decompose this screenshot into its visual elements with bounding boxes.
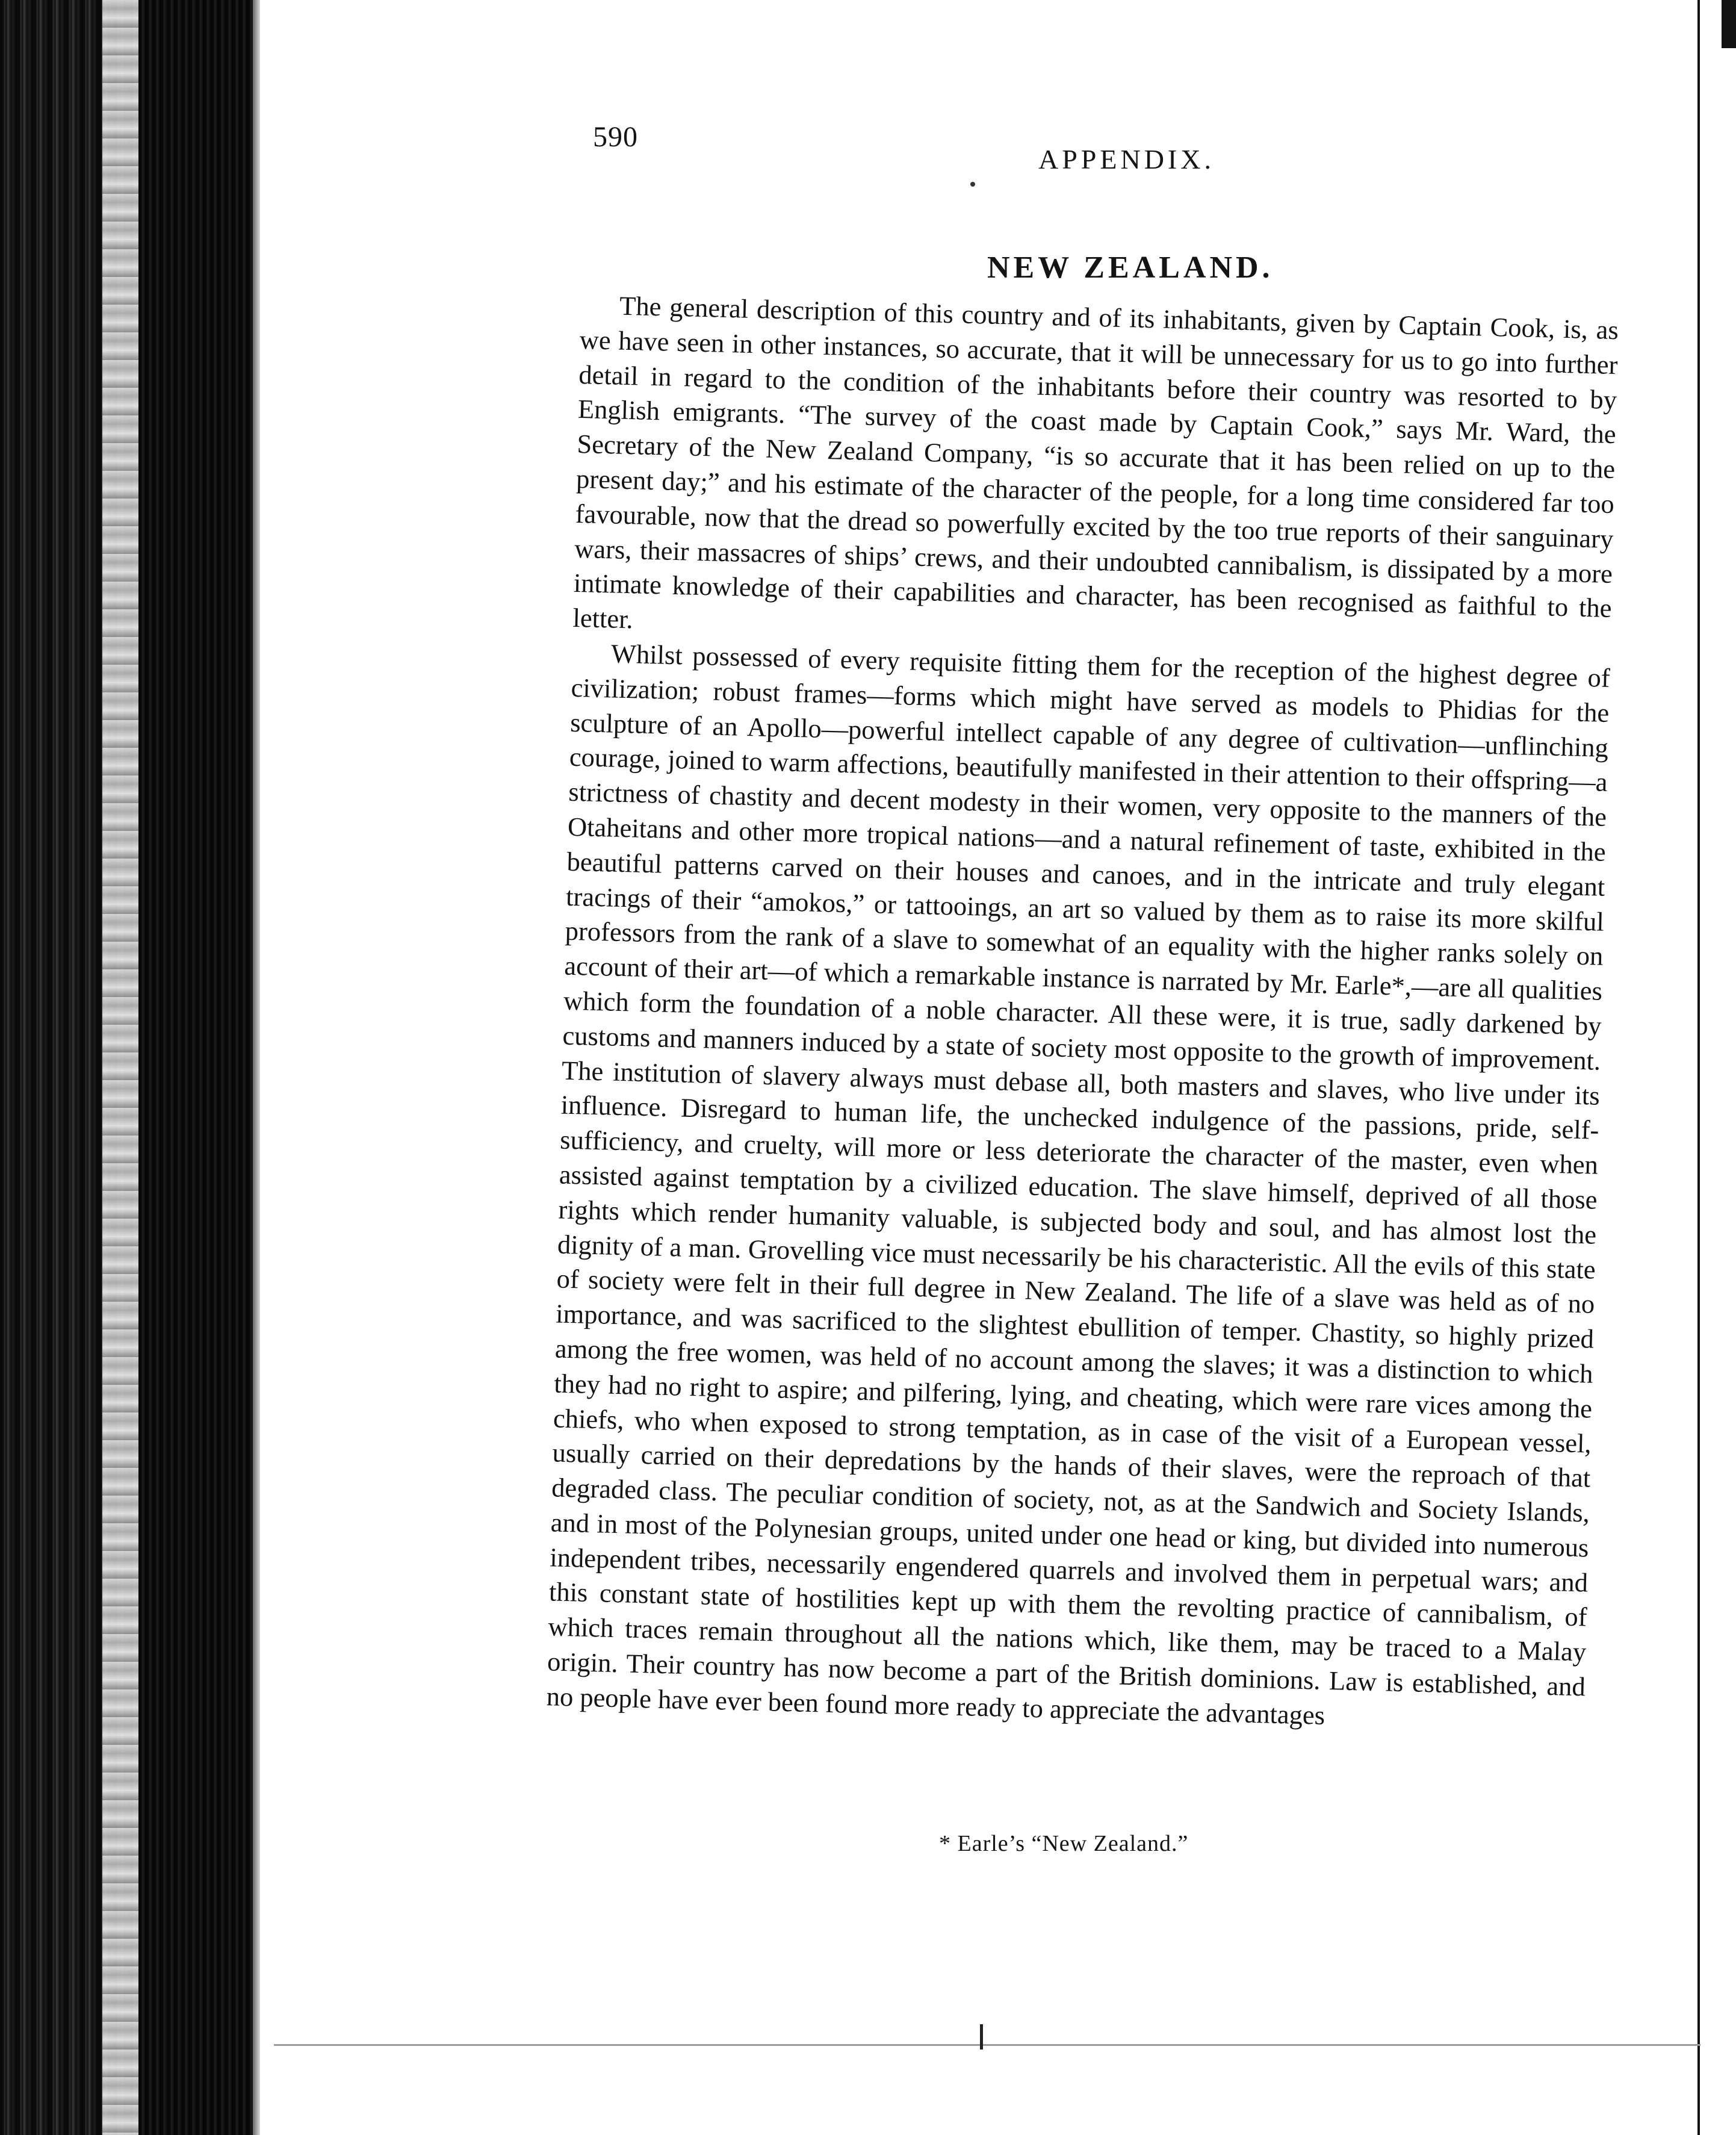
paragraph-1: The general description of this country and of its inhabitants, given by Captain Cook, is, as we have seen in other instances, so accurate, that it will be unnecessary for us to go into further detail in regard to the condition of the inhabitants before their country was resorted to by English emigrants. “The survey of the coast made by Captain Cook,” says Mr. Ward, the Secretary of the New Zealand Company, “is so accurate that it has been relied on up to the present day;” and his estimate of the character of the people, for a long time considered far too favourable, now that the dread so powerfully excited by the too true reports of their sanguinary wars, their massacres of ships’ crews, and their undoubted cannibalism, is dissipated by a more intimate knowledge of their capabilities and character, has been recognised as faithful to the letter.: [572, 290, 1619, 635]
page-number: 590: [593, 121, 638, 153]
printer-dot: [970, 182, 975, 187]
right-page-edge: [1697, 0, 1700, 2135]
section-title: NEW ZEALAND.: [987, 250, 1274, 285]
spine-page-edges: [102, 0, 138, 2135]
body-text: [546, 288, 1619, 1739]
page-gutter-edge: [253, 0, 260, 2135]
spine-shadow: [138, 0, 253, 2135]
paragraph-2: Whilst possessed of every requisite fitting them for the reception of the highest degree of civilization; robust frames—forms which might have served as models to Phidias for the sculpture of an Apollo—powerful intellect capable of any degree of cultivation—unflinching courage, joined to warm affections, beautifully manifested in their attention to their offspring—a strictness of chastity and decent modesty in their women, very opposite to the manners of the Otaheitans and other more tropical nations—and a natural refinement of taste, exhibited in the beautiful patterns carved on their houses and canoes, and in the intricate and truly elegant tracings of their “amokos,” or tattooings, an art so valued by them as to raise its more skilful professors from the rank of a slave to somewhat of an equality with the higher ranks solely on account of their art—of which a remarkable instance is narrated by Mr. Earle*,—are all qualities which form the foundation of a noble character. All these were, it is true, sadly darkened by customs and manners induced by a state of society most opposite to the growth of improvement. The institution of slavery always must debase all, both masters and slaves, who live under its influence. Disregard to human life, the unchecked indulgence of the passions, pride, self-sufficiency, and cruelty, will more or less deteriorate the character of the master, even when assisted against temptation by a civilized education. The slave himself, deprived of all those rights which render humanity valuable, is subjected body and soul, and has almost lost the dignity of a man. Grovelling vice must necessarily be his characteristic. All the evils of this state of society were felt in their full degree in New Zealand. The life of a slave was held as of no importance, and was sacrificed to the slightest ebullition of temper. Chastity, so highly prized among the free women, was held of no account among the slaves; it was a distinction to which they had no right to aspire; and pilfering, lying, and cheating, which were rare vices among the chiefs, who when exposed to strong temptation, as in case of the visit of a European vessel, usually carried on their depredations by the hands of their slaves, were the reproach of that degraded class. The peculiar condition of society, not, as at the Sandwich and Society Islands, and in most of the Polynesian groups, united under one head or king, but divided into numerous independent tribes, necessarily engendered quarrels and involved them in perpetual wars; and this constant state of hostilities kept up with them the revolting practice of cannibalism, of which traces remain throughout all the nations which, like them, may be traced to a Malay origin. Their country has now become a part of the British dominions. Law is established, and no people have ever been found more ready to appreciate the advantages: [546, 638, 1611, 1730]
running-head: APPENDIX.: [1038, 144, 1215, 175]
corner-shadow: [1722, 0, 1736, 48]
page-bottom-mark: [980, 2024, 983, 2050]
page-bottom-edge: [274, 2044, 1700, 2046]
footnote: * Earle’s “New Zealand.”: [939, 1831, 1189, 1856]
